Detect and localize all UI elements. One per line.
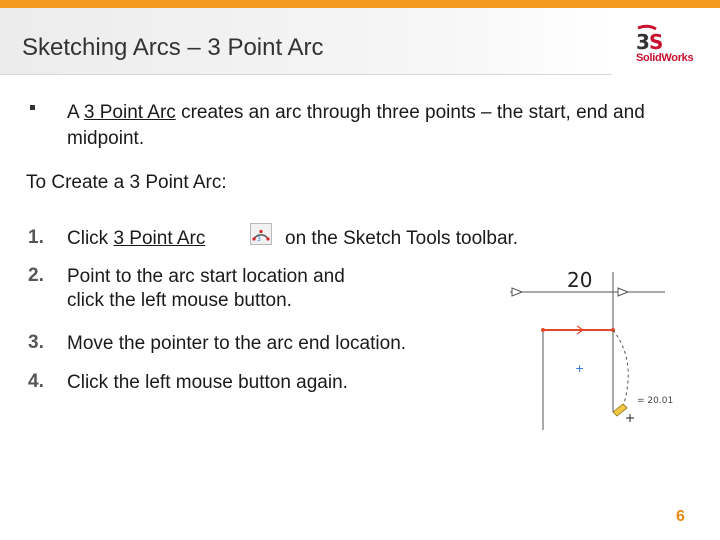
step-2-line-2: click the left mouse button. bbox=[67, 290, 292, 311]
arc-sketch-illustration bbox=[500, 262, 685, 430]
pencil-cursor-icon bbox=[613, 404, 627, 416]
page-number: 6 bbox=[676, 508, 685, 525]
solidworks-logo bbox=[628, 22, 712, 70]
intro-before: A bbox=[67, 102, 84, 123]
bullet-marker bbox=[30, 105, 35, 110]
step-2-number: 2. bbox=[28, 265, 44, 286]
step-2-text bbox=[67, 265, 345, 313]
step-3-number: 3. bbox=[28, 332, 44, 353]
step-1-before: Click bbox=[67, 228, 114, 249]
dimension-arrow-right bbox=[618, 288, 628, 296]
three-point-arc-icon[interactable] bbox=[250, 223, 272, 245]
cursor-crosshair-icon bbox=[626, 414, 634, 422]
step-1-text bbox=[67, 227, 205, 251]
svg-text:3: 3 bbox=[636, 30, 650, 54]
center-mark: + bbox=[575, 362, 585, 375]
top-accent-bar bbox=[0, 0, 720, 8]
step-3-text: Move the pointer to the arc end location. bbox=[67, 333, 407, 354]
slide-title: Sketching Arcs – 3 Point Arc bbox=[22, 34, 324, 61]
step-4-text: Click the left mouse button again. bbox=[67, 372, 348, 393]
step-2-line-1: Point to the arc start location and bbox=[67, 266, 345, 287]
step-1-after: on the Sketch Tools toolbar. bbox=[285, 228, 519, 249]
intro-paragraph bbox=[67, 100, 667, 152]
step-1-link[interactable]: 3 Point Arc bbox=[113, 228, 206, 249]
svg-text:S: S bbox=[649, 30, 664, 54]
3ds-logo-icon bbox=[632, 22, 672, 54]
logo-text: SolidWorks bbox=[636, 52, 694, 64]
step-4-number: 4. bbox=[28, 371, 44, 392]
intro-link[interactable]: 3 Point Arc bbox=[83, 102, 176, 123]
arc-start-point bbox=[541, 328, 545, 332]
subheading: To Create a 3 Point Arc: bbox=[26, 172, 227, 193]
dimension-value: 20 bbox=[567, 268, 593, 292]
dimension-arrow-left bbox=[512, 288, 522, 296]
arc-preview bbox=[613, 330, 628, 410]
angle-readout: = 20.01 bbox=[637, 396, 674, 406]
svg-text:3: 3 bbox=[257, 236, 261, 243]
title-band bbox=[0, 8, 612, 75]
step-1-number: 1. bbox=[28, 227, 44, 248]
intro-after: creates an arc through three points – the start, end and midpoint. bbox=[67, 102, 645, 149]
